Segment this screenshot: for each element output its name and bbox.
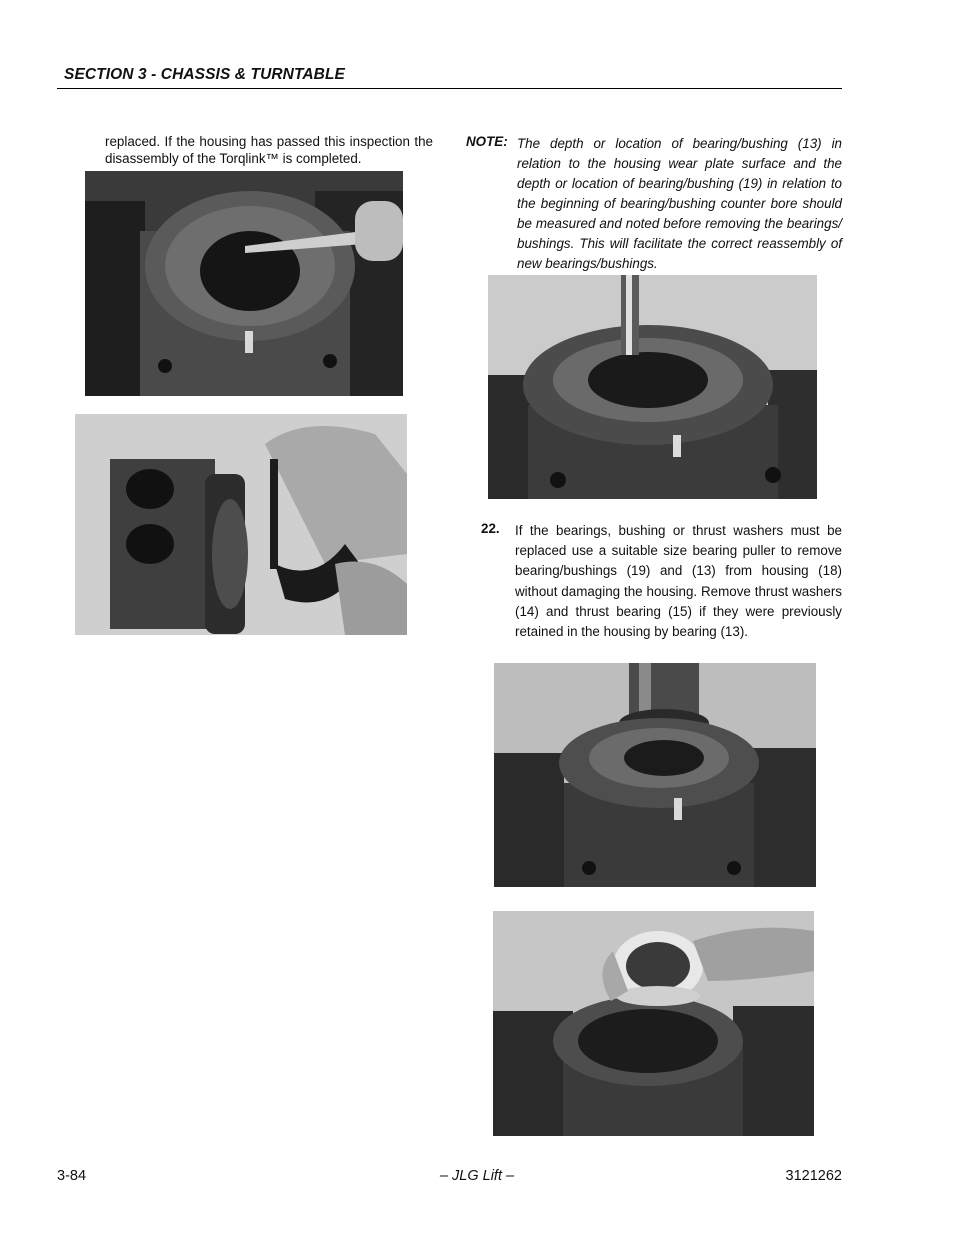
photo-housing-feeler-gauge — [85, 171, 403, 396]
left-paragraph: replaced. If the housing has passed this inspection the disassembly of the Torqlink™ is completed. — [105, 134, 433, 166]
photo-micrometer-measurement — [75, 414, 407, 635]
document-number: 3121262 — [785, 1168, 842, 1184]
footer-brand-text: – JLG Lift – — [439, 1168, 515, 1184]
step-number: 22. — [481, 521, 500, 536]
note-label: NOTE: — [466, 134, 508, 149]
photo-thrust-washer-removal — [493, 911, 814, 1136]
photo-depth-measurement — [488, 275, 817, 499]
step-text: If the bearings, bushing or thrust washers must be replaced use a suitable size bearing puller to remove bearing/bushings (19) and (13) from housing (18) without damaging the housing. Remove thrust washers (14) and thrust bearing (15) if they were previously retained in the housing by bearing (13). — [515, 523, 842, 640]
section-header — [57, 64, 842, 89]
page-number: 3-84 — [57, 1168, 87, 1184]
section-title: SECTION 3 - CHASSIS & TURNTABLE — [64, 66, 345, 83]
photo-bearing-puller — [494, 663, 816, 887]
note-text: The depth or location of bearing/bushing (13) in relation to the housing wear plate surface and the depth or location of bearing/bushing (19) in relation to the beginning of bearing/bushing counter bore should be measured and noted before removing the bearings/ bushings. This will facilitate the correct reassembly of new bearings/bushings. — [517, 136, 842, 271]
